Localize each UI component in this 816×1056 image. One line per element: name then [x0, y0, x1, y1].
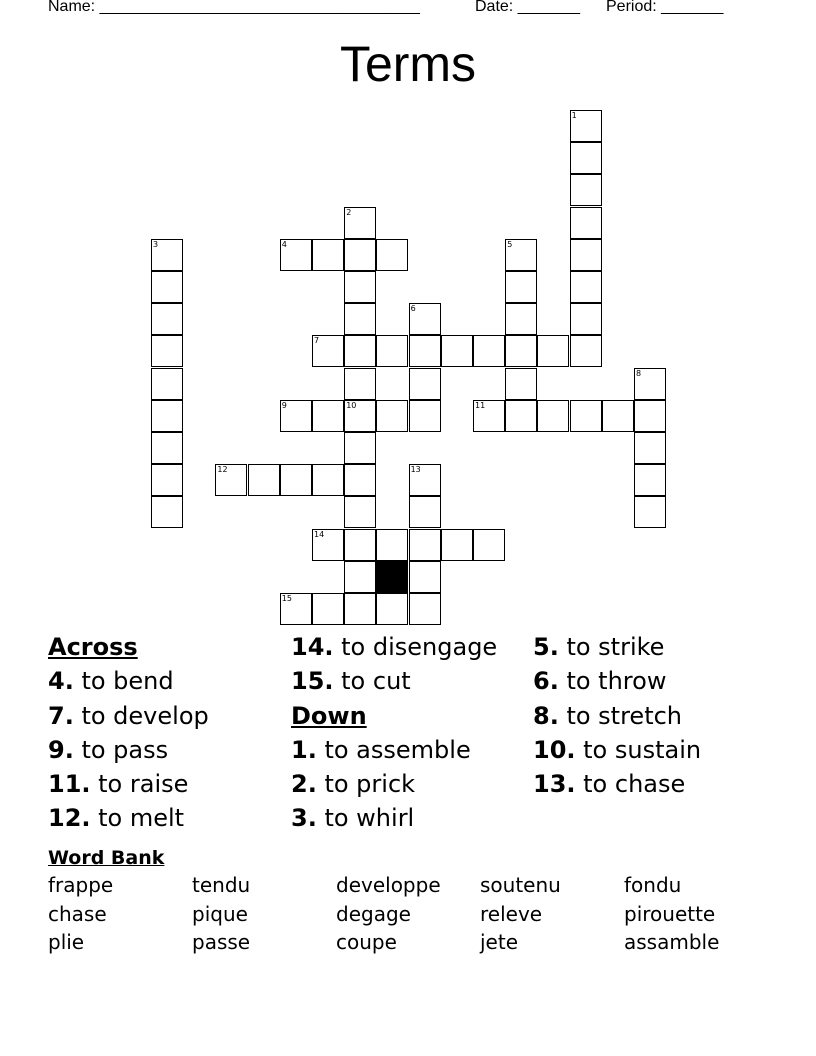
- clue-item: [291, 767, 497, 801]
- clue-item: [533, 767, 701, 801]
- crossword-cell[interactable]: [409, 496, 441, 528]
- crossword-cell[interactable]: [473, 400, 505, 432]
- crossword-cell[interactable]: [505, 303, 537, 335]
- clue-text: to raise: [90, 770, 189, 799]
- crossword-cell[interactable]: [376, 400, 408, 432]
- clues-column-3: [533, 630, 701, 801]
- crossword-cell[interactable]: [280, 400, 312, 432]
- crossword-cell[interactable]: [312, 400, 344, 432]
- crossword-black-cell: [376, 561, 408, 593]
- crossword-cell[interactable]: [344, 432, 376, 464]
- crossword-cell[interactable]: [441, 529, 473, 561]
- clue-number-label: 3.: [291, 804, 317, 833]
- crossword-cell[interactable]: [344, 239, 376, 271]
- crossword-cell[interactable]: [151, 400, 183, 432]
- crossword-cell[interactable]: [280, 464, 312, 496]
- clue-text: to chase: [575, 770, 686, 799]
- clue-number-label: 2.: [291, 770, 317, 799]
- crossword-cell[interactable]: [151, 496, 183, 528]
- crossword-cell[interactable]: [248, 464, 280, 496]
- crossword-cell[interactable]: [505, 239, 537, 271]
- crossword-cell[interactable]: [570, 110, 602, 142]
- word-bank-word: degage: [336, 901, 411, 926]
- crossword-cell[interactable]: [151, 432, 183, 464]
- clue-text: to develop: [73, 701, 209, 730]
- word-bank-word: frappe: [48, 873, 114, 897]
- crossword-cell[interactable]: [634, 464, 666, 496]
- crossword-cell[interactable]: [151, 303, 183, 335]
- crossword-cell[interactable]: [409, 529, 441, 561]
- crossword-cell[interactable]: [570, 335, 602, 367]
- crossword-cell[interactable]: [634, 368, 666, 400]
- clue-number-label: 11.: [48, 770, 91, 799]
- clue-item: [48, 767, 209, 801]
- clue-number: 13: [410, 465, 421, 475]
- clues-column-1: [48, 630, 209, 836]
- clue-number-label: 12.: [48, 804, 91, 833]
- crossword-cell[interactable]: [312, 239, 344, 271]
- clue-number: 10: [346, 400, 357, 410]
- crossword-cell[interactable]: [537, 400, 569, 432]
- crossword-cell[interactable]: [376, 239, 408, 271]
- word-bank-title: Word Bank: [48, 847, 165, 869]
- crossword-cell[interactable]: [344, 400, 376, 432]
- crossword-cell[interactable]: [570, 303, 602, 335]
- clue-item: [48, 699, 209, 733]
- clue-number: 9: [281, 400, 287, 410]
- clue-item: [48, 733, 209, 767]
- clue-item: [291, 733, 497, 767]
- clue-number: 5: [507, 239, 513, 249]
- name-field-label: Name: ____________________________________: [48, 0, 420, 15]
- clue-item: [48, 801, 209, 835]
- word-bank-word: fondu: [624, 873, 682, 897]
- clue-number: 7: [314, 336, 320, 346]
- word-bank-word: tendu: [192, 873, 251, 897]
- crossword-cell[interactable]: [344, 368, 376, 400]
- crossword-cell[interactable]: [344, 529, 376, 561]
- word-bank-word: jete: [480, 930, 519, 954]
- crossword-cell[interactable]: [570, 174, 602, 206]
- clue-item: [533, 664, 701, 698]
- clue-number: 8: [636, 368, 642, 378]
- clue-item: [291, 801, 497, 835]
- crossword-cell[interactable]: [376, 593, 408, 625]
- crossword-cell[interactable]: [570, 142, 602, 174]
- crossword-cell[interactable]: [376, 529, 408, 561]
- crossword-cell[interactable]: [570, 400, 602, 432]
- crossword-cell[interactable]: [344, 561, 376, 593]
- clue-heading-line: [48, 630, 209, 664]
- crossword-cell[interactable]: [151, 239, 183, 271]
- word-bank-word: chase: [48, 901, 107, 926]
- clue-number-label: 6.: [533, 667, 559, 696]
- crossword-cell[interactable]: [634, 400, 666, 432]
- crossword-cell[interactable]: [312, 529, 344, 561]
- clue-number: 4: [281, 239, 287, 249]
- clue-text: to assemble: [316, 735, 471, 764]
- crossword-cell[interactable]: [344, 464, 376, 496]
- clue-text: to melt: [90, 804, 185, 833]
- clue-heading-line: [291, 699, 497, 733]
- crossword-cell[interactable]: [505, 271, 537, 303]
- clue-number-label: 15.: [291, 667, 334, 696]
- clue-number: 2: [346, 207, 352, 217]
- word-bank-word: soutenu: [480, 873, 561, 897]
- clue-number-label: 5.: [533, 633, 559, 661]
- crossword-cell[interactable]: [537, 335, 569, 367]
- crossword-cell[interactable]: [409, 400, 441, 432]
- crossword-cell[interactable]: [215, 464, 247, 496]
- crossword-cell[interactable]: [409, 593, 441, 625]
- crossword-cell[interactable]: [409, 368, 441, 400]
- crossword-cell[interactable]: [312, 464, 344, 496]
- crossword-cell[interactable]: [280, 593, 312, 625]
- clue-text: to prick: [316, 770, 416, 799]
- clue-text: to stretch: [558, 701, 683, 730]
- crossword-cell[interactable]: [505, 400, 537, 432]
- period-field-label: Period: _______: [606, 0, 724, 15]
- word-bank-word: assamble: [624, 930, 720, 954]
- crossword-cell[interactable]: [570, 271, 602, 303]
- crossword-cell[interactable]: [280, 239, 312, 271]
- crossword-cell[interactable]: [441, 335, 473, 367]
- crossword-cell[interactable]: [151, 368, 183, 400]
- clue-number: 1: [571, 111, 577, 120]
- clue-number: 11: [475, 400, 486, 410]
- clue-text: to sustain: [575, 735, 702, 764]
- word-bank-word: coupe: [336, 930, 397, 954]
- crossword-cell[interactable]: [473, 529, 505, 561]
- clue-section-heading: Across: [48, 633, 138, 661]
- clue-item: [533, 699, 701, 733]
- clue-item: [533, 733, 701, 767]
- crossword-cell[interactable]: [151, 335, 183, 367]
- word-bank-word: pirouette: [624, 901, 716, 926]
- crossword-cell[interactable]: [570, 239, 602, 271]
- crossword-cell[interactable]: [376, 335, 408, 367]
- crossword-cell[interactable]: [409, 561, 441, 593]
- clue-text: to pass: [73, 735, 169, 764]
- clue-text: to disengage: [333, 633, 498, 661]
- crossword-cell[interactable]: [344, 496, 376, 528]
- clue-number: 6: [410, 304, 416, 314]
- clue-number-label: 1.: [291, 735, 317, 764]
- word-bank-word: plie: [48, 930, 85, 954]
- crossword-cell[interactable]: [634, 496, 666, 528]
- clues-column-2: [291, 630, 497, 836]
- clue-number: 12: [217, 465, 228, 475]
- page-title: Terms: [339, 36, 477, 92]
- word-bank-word: developpe: [336, 873, 441, 897]
- clue-text: to bend: [73, 667, 174, 696]
- crossword-cell[interactable]: [312, 335, 344, 367]
- clue-number: 15: [281, 594, 292, 603]
- crossword-cell[interactable]: [409, 464, 441, 496]
- clue-number-label: 14.: [291, 633, 334, 661]
- clue-number: 14: [314, 529, 325, 539]
- clue-number-label: 13.: [533, 770, 576, 799]
- clue-item: [48, 664, 209, 698]
- clue-number-label: 4.: [48, 667, 74, 696]
- crossword-cell[interactable]: [344, 593, 376, 625]
- date-field-label: Date: _______: [475, 0, 580, 15]
- crossword-cell[interactable]: [505, 335, 537, 367]
- clue-number-label: 8.: [533, 701, 559, 730]
- crossword-cell[interactable]: [634, 432, 666, 464]
- clue-item: [533, 630, 701, 664]
- crossword-cell[interactable]: [344, 207, 376, 239]
- crossword-cell[interactable]: [344, 335, 376, 367]
- word-bank-word: passe: [192, 930, 251, 954]
- crossword-cell[interactable]: [344, 271, 376, 303]
- crossword-cell[interactable]: [151, 271, 183, 303]
- clue-number-label: 10.: [533, 735, 576, 764]
- clue-number-label: 9.: [48, 735, 74, 764]
- clue-number: 3: [153, 239, 159, 249]
- clue-number-label: 7.: [48, 701, 74, 730]
- clue-text: to throw: [558, 667, 667, 696]
- clue-item: [291, 630, 497, 664]
- crossword-cell[interactable]: [312, 593, 344, 625]
- clue-text: to strike: [558, 633, 665, 661]
- crossword-cell[interactable]: [473, 335, 505, 367]
- crossword-cell[interactable]: [505, 368, 537, 400]
- crossword-cell[interactable]: [409, 303, 441, 335]
- clue-text: to cut: [333, 667, 411, 696]
- word-bank-word: releve: [480, 901, 543, 926]
- clue-item: [291, 664, 497, 698]
- crossword-cell[interactable]: [570, 207, 602, 239]
- clue-text: to whirl: [316, 804, 415, 833]
- clue-section-heading: Down: [291, 701, 367, 730]
- crossword-cell[interactable]: [151, 464, 183, 496]
- crossword-cell[interactable]: [602, 400, 634, 432]
- crossword-cell[interactable]: [344, 303, 376, 335]
- crossword-cell[interactable]: [409, 335, 441, 367]
- word-bank-word: pique: [192, 901, 248, 926]
